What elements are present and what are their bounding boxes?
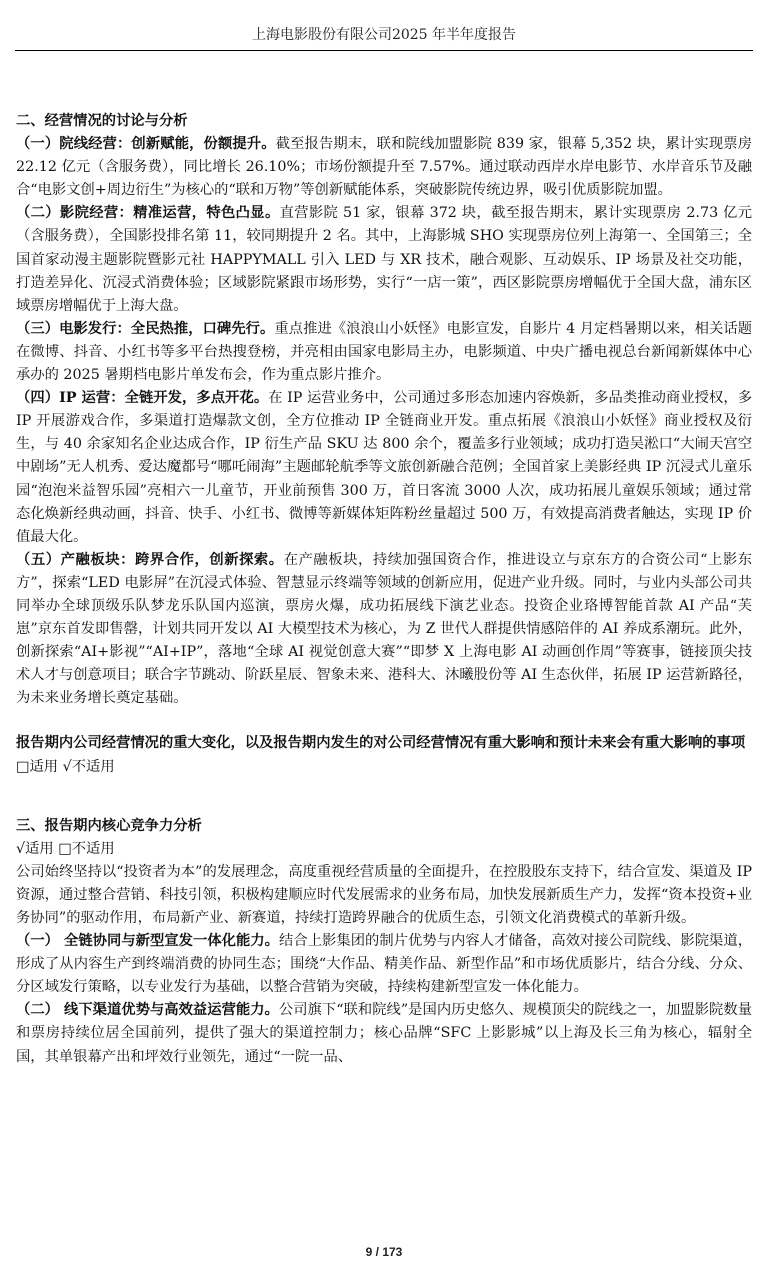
paragraph-lead: （一） 全链协同与新型宣发一体化能力。 bbox=[16, 933, 280, 950]
paragraph-lead: （二）影院经营：精准运营，特色凸显。 bbox=[16, 205, 280, 222]
page-number: 9 / 173 bbox=[365, 1245, 403, 1259]
paragraph-lead: （四）IP 运营：全链开发，多点开花。 bbox=[16, 390, 269, 407]
paragraph bbox=[16, 318, 752, 387]
paragraph bbox=[16, 930, 752, 999]
applicability-options: √适用 □不适用 bbox=[16, 840, 115, 857]
paragraph-body: 重点推进《浪浪山小妖怪》电影宣发，自影片 4 月定档暑期以来，相关话题在微博、抖音、小红书等多平台热搜登榜，并亮相由国家电影局主办，电影频道、中央广播电视总台新闻新媒体中心承办的 2025 暑期档电影片单发布会，作为重点影片推介。 bbox=[16, 320, 752, 384]
paragraph bbox=[16, 133, 752, 202]
paragraph-body: 直营影院 51 家，银幕 372 块，截至报告期末，累计实现票房 2.73 亿元（含服务费），全国影投排名第 11，较同期提升 2 名。其中，上海影城 SHO 实现票房位列上海第一、全国第三；全国首家动漫主题影院暨影元社 HAPPYMALL 引入 LED 与 XR 技术，融合观影、互动娱乐、IP 场景及社交功能，打造差异化、沉浸式消费体验；区域影院紧跟市场形势，实行“一店一策”，西区影院票房增幅优于全国大盘，浦东区域票房增幅优于上海大盘。 bbox=[16, 205, 752, 314]
section-heading-competitiveness: 三、报告期内核心竞争力分析 bbox=[16, 817, 202, 834]
paragraph-lead: （三）电影发行：全民热推，口碑先行。 bbox=[16, 320, 275, 337]
paragraph-lead: （一）院线经营：创新赋能，份额提升。 bbox=[16, 136, 276, 153]
section-heading-operations: 二、经营情况的讨论与分析 bbox=[16, 113, 188, 129]
paragraph-lead: （五）产融板块：跨界合作，创新探索。 bbox=[16, 551, 284, 568]
paragraph-body: 公司旗下“联和院线”是国内历史悠久、规模顶尖的院线之一，加盟影院数量和票房持续位居全国前列，提供了强大的渠道控制力；核心品牌“SFC 上影影城”以上海及长三角为核心，辐射全国，其单银幕产出和坪效行业领先，通过“一院一品、 bbox=[16, 1002, 752, 1065]
page-content bbox=[16, 110, 752, 1069]
paragraph bbox=[16, 387, 752, 549]
paragraph-lead: （二） 线下渠道优势与高效益运营能力。 bbox=[16, 1002, 279, 1019]
paragraph bbox=[16, 999, 752, 1068]
paragraph-body: 在 IP 运营业务中，公司通过多形态加速内容焕新，多品类推动商业授权，多 IP 开展游戏合作，多渠道打造爆款文创，全方位推动 IP 全链商业开发。重点拓展《浪浪山小妖怪》商业授权及衍生，与 40 余家知名企业达成合作，IP 衍生产品 SKU 达 800 余个，覆盖多行业领域；成功打造吴淞口“大闹天宫空中剧场”无人机秀、爱达魔都号“哪吒闹海”主题邮轮航季等文旅创新融合范例；全国首家上美影经典 IP 沉浸式儿童乐园“泡泡米益智乐园”亮相六一儿童节，开业前预售 300 万，首日客流 3000 人次，成功拓展儿童娱乐领域；通过常态化焕新经典动画，抖音、快手、小红书、微博等新媒体矩阵粉丝量超过 500 万，有效提高消费者触达，实现 IP 价值最大化。 bbox=[16, 390, 752, 545]
paragraph-body: 结合上影集团的制片优势与内容人才储备，高效对接公司院线、影院渠道，形成了从内容生产到终端消费的协同生态；围绕“大作品、精美作品、新型作品”和市场优质影片，结合分线、分众、分区域发行策略，以专业发行为基础，以整合营销为突破，持续构建新型宣发一体化能力。 bbox=[16, 933, 753, 996]
paragraph-body: 截至报告期末，联和院线加盟影院 839 家，银幕 5,352 块，累计实现票房 22.12 亿元（含服务费），同比增长 26.10%；市场份额提升至 7.57%。通过联动西岸水岸电影节、水岸音乐节及融合“电影文创+周边衍生”为核心的“联和万物”等创新赋能体系，突破影院传统边界，吸引优质影院加盟。 bbox=[16, 136, 752, 199]
applicability-options: □适用 √不适用 bbox=[16, 758, 115, 775]
major-changes-heading: 报告期内公司经营情况的重大变化，以及报告期内发生的对公司经营情况有重大影响和预计未来会有重大影响的事项 bbox=[16, 735, 746, 752]
paragraph bbox=[16, 202, 752, 317]
paragraph-body: 在产融板块，持续加强国资合作，推进设立与京东方的合资公司“上影东方”，探索“LED 电影屏”在沉浸式体验、智慧显示终端等领域的创新应用，促进产业升级。同时，与业内头部公司共同举办全球顶级乐队梦龙乐队国内巡演，票房火爆，成功拓展线下演艺业态。投资企业珞博智能首款 AI 产品“芙崽”京东首发即售罄，计划共同开发以 AI 大模型技术为核心，为 Z 世代人群提供情感陪伴的 AI 养成系潮玩。此外，创新探索“AI+影视”“AI+IP”，落地“全球 AI 视觉创意大赛”“即梦 X 上海电影 AI 动画创作周”等赛事，链接顶尖技术人才与创意项目；联合字节跳动、阶跃星辰、智象未来、港科大、沐曦股份等 AI 生态伙伴，拓展 IP 运营新路径，为未来业务增长奠定基础。 bbox=[16, 551, 752, 707]
page-header: 上海电影股份有限公司2025 年半年度报告 bbox=[251, 27, 517, 43]
paragraph bbox=[16, 549, 752, 711]
intro-paragraph: 公司始终坚持以“投资者为本”的发展理念，高度重视经营质量的全面提升，在控股股东支持下，结合宣发、渠道及 IP 资源，通过整合营销、科技引领，积极构建顺应时代发展需求的业务布局，加快发展新质生产力，发挥“资本投资+业务协同”的驱动作用，布局新产业、新赛道，持续打造跨界融合的优质生态，引领文化消费模式的革新升级。 bbox=[16, 863, 752, 926]
header-divider bbox=[15, 50, 753, 51]
